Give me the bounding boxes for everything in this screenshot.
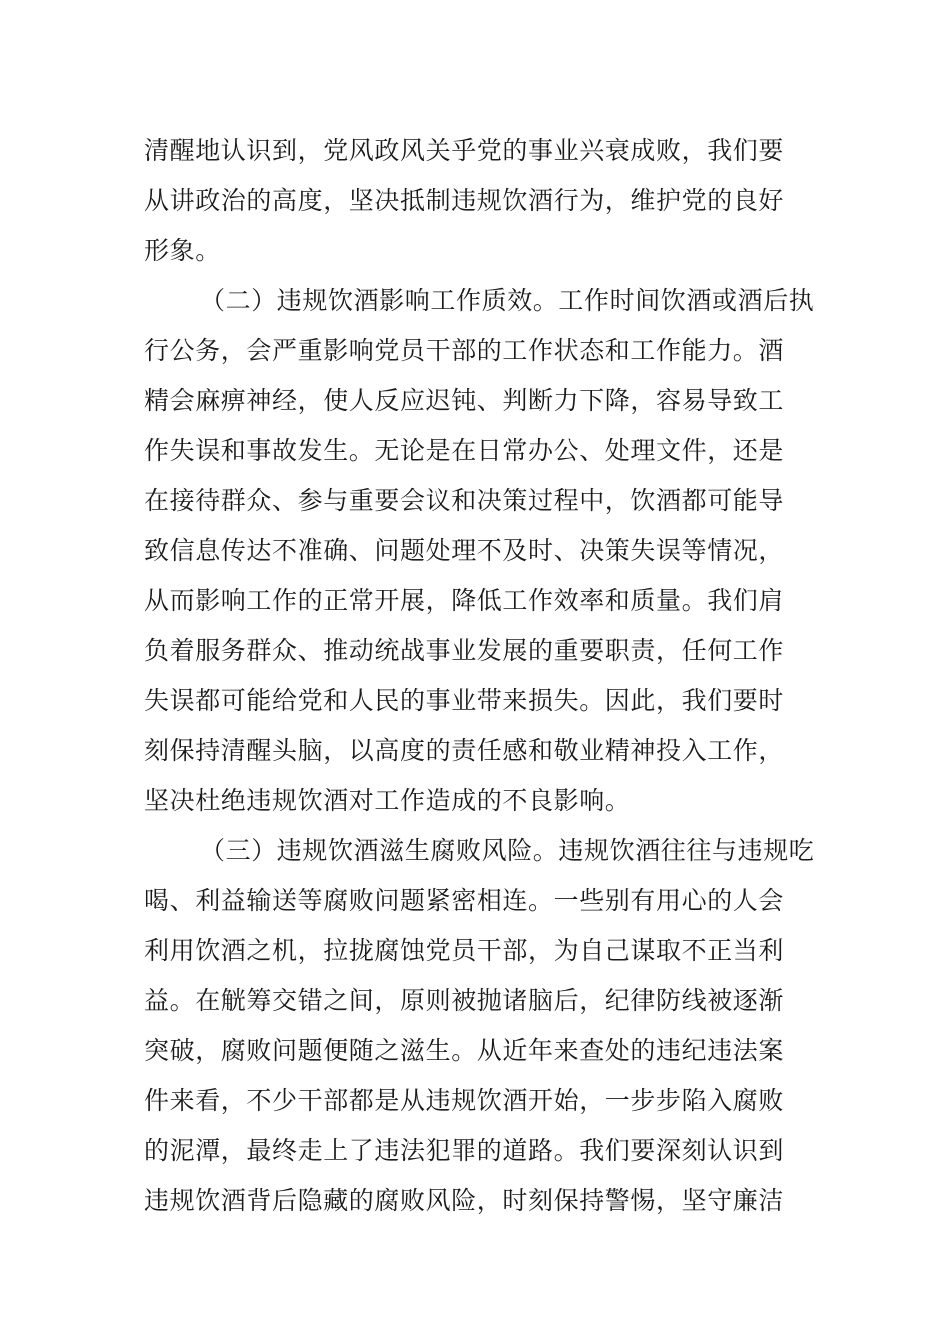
text-line: 在接待群众、参与重要会议和决策过程中，饮酒都可能导 [144,486,785,515]
text-line: 从而影响工作的正常开展，降低工作效率和质量。我们肩 [144,586,785,615]
section-heading-line: （三）违规饮酒滋生腐败风险。违规饮酒往往与违规吃 [200,836,815,865]
text-line: 失误都可能给党和人民的事业带来损失。因此，我们要时 [144,686,785,715]
text-line: 清醒地认识到，党风政风关乎党的事业兴衰成败，我们要 [144,136,785,165]
body-text [144,126,815,1226]
text-line: 形象。 [144,236,221,265]
text-line: 件来看，不少干部都是从违规饮酒开始，一步步陷入腐败 [144,1086,785,1115]
text-line: 精会麻痹神经，使人反应迟钝、判断力下降，容易导致工 [144,386,785,415]
text-line: 突破，腐败问题便随之滋生。从近年来查处的违纪违法案 [144,1036,785,1065]
section-heading-line: （二）违规饮酒影响工作质效。工作时间饮酒或酒后执 [200,286,815,315]
text-line: 负着服务群众、推动统战事业发展的重要职责，任何工作 [144,636,785,665]
text-line: 利用饮酒之机，拉拢腐蚀党员干部，为自己谋取不正当利 [144,936,785,965]
text-line: 喝、利益输送等腐败问题紧密相连。一些别有用心的人会 [144,886,785,915]
text-line: 坚决杜绝违规饮酒对工作造成的不良影响。 [144,786,631,815]
text-line: 致信息传达不准确、问题处理不及时、决策失误等情况， [144,536,785,565]
text-line: 行公务，会严重影响党员干部的工作状态和工作能力。酒 [144,336,785,365]
text-line: 从讲政治的高度，坚决抵制违规饮酒行为，维护党的良好 [144,186,785,215]
text-line: 违规饮酒背后隐藏的腐败风险，时刻保持警惕，坚守廉洁 [144,1186,785,1215]
text-line: 刻保持清醒头脑，以高度的责任感和敬业精神投入工作， [144,736,785,765]
text-line: 益。在觥筹交错之间，原则被抛诸脑后，纪律防线被逐渐 [144,986,785,1015]
text-line: 的泥潭，最终走上了违法犯罪的道路。我们要深刻认识到 [144,1136,785,1165]
text-line: 作失误和事故发生。无论是在日常办公、处理文件，还是 [144,436,785,465]
